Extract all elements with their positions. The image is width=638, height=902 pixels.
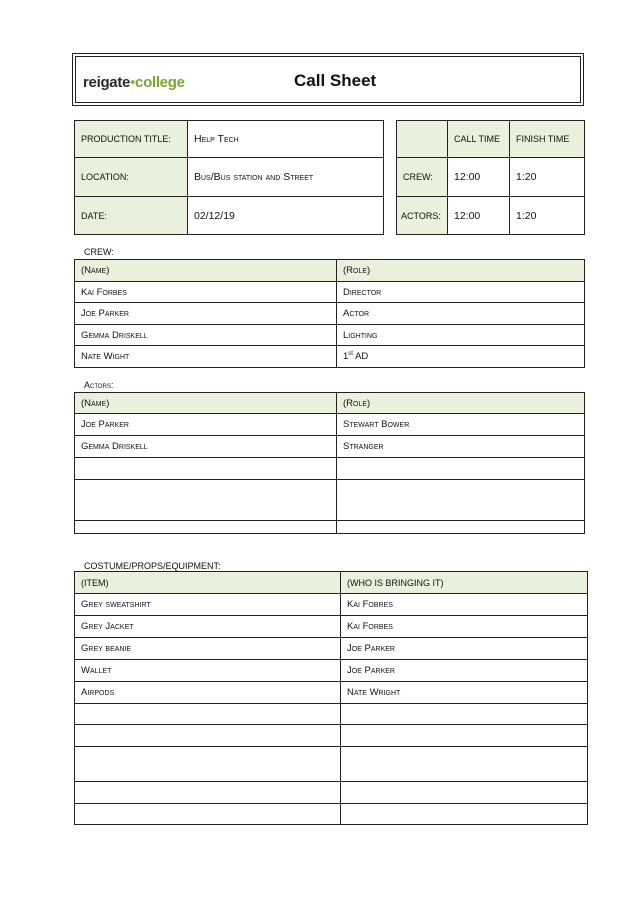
- role-ordinal-rest: AD: [352, 351, 369, 363]
- empty-cell: [75, 480, 337, 521]
- crew-role-cell: Lighting: [337, 325, 585, 346]
- production-title-label: PRODUCTION TITLE:: [75, 121, 188, 158]
- date-value: 02/12/19: [188, 197, 384, 235]
- crew-role-cell: Director: [337, 282, 585, 303]
- empty-cell: [341, 725, 588, 747]
- table-row: [75, 725, 588, 747]
- props-section-label: COSTUME/PROPS/EQUIPMENT:: [84, 561, 221, 571]
- props-item-cell: Wallet: [75, 660, 341, 682]
- props-item-cell: Grey sweatshirt: [75, 594, 341, 616]
- props-who-cell: Kai Fobres: [341, 594, 588, 616]
- finish-time-header: FINISH TIME: [510, 121, 585, 158]
- props-who-cell: Kai Forbes: [341, 616, 588, 638]
- empty-cell: [337, 458, 585, 480]
- table-row: [75, 414, 585, 436]
- date-label: DATE:: [75, 197, 188, 235]
- props-who-cell: Joe Parker: [341, 660, 588, 682]
- empty-cell: [341, 782, 588, 804]
- table-row: [75, 660, 588, 682]
- crew-section-label: CREW:: [84, 247, 114, 257]
- actor-name-cell: Joe Parker: [75, 414, 337, 436]
- crew-name-cell: Joe Parker: [75, 303, 337, 325]
- call-time-header: CALL TIME: [448, 121, 510, 158]
- crew-role-cell: [337, 346, 585, 368]
- empty-cell: [75, 521, 337, 534]
- actors-name-header: (Name): [75, 393, 337, 414]
- table-row: [75, 704, 588, 725]
- props-item-header: (ITEM): [75, 572, 341, 594]
- college-logo: [83, 74, 185, 91]
- empty-cell: [75, 458, 337, 480]
- table-row: [75, 436, 585, 458]
- header-box: [72, 53, 584, 106]
- empty-cell: [341, 704, 588, 725]
- empty-cell: [341, 747, 588, 782]
- production-info-table: [74, 120, 384, 235]
- actors-section-label: Actors:: [84, 380, 114, 390]
- role-ordinal-suffix: st: [348, 350, 353, 357]
- crew-role-header: (Role): [337, 260, 585, 282]
- production-title-value: Help Tech: [188, 121, 384, 158]
- actors-times-label: ACTORS:: [397, 197, 448, 235]
- table-row: [75, 521, 585, 534]
- actors-table: [74, 392, 585, 534]
- table-row: [75, 594, 588, 616]
- table-row: [75, 282, 585, 303]
- empty-cell: [75, 725, 341, 747]
- location-label: LOCATION:: [75, 158, 188, 197]
- table-row: [75, 303, 585, 325]
- times-corner-cell: [397, 121, 448, 158]
- empty-cell: [337, 521, 585, 534]
- header-inner-border: [75, 56, 581, 103]
- table-row: [75, 804, 588, 825]
- actor-role-cell: Stranger: [337, 436, 585, 458]
- empty-cell: [337, 480, 585, 521]
- actors-call-time: 12:00: [448, 197, 510, 235]
- actor-role-cell: Stewart Bower: [337, 414, 585, 436]
- crew-name-cell: Kai Forbes: [75, 282, 337, 303]
- props-item-cell: Grey beanie: [75, 638, 341, 660]
- actors-finish-time: 1:20: [510, 197, 585, 235]
- page-title: Call Sheet: [294, 71, 377, 90]
- table-row: [75, 638, 588, 660]
- times-table: [396, 120, 585, 235]
- location-value: Bus/Bus station and Street: [188, 158, 384, 197]
- crew-finish-time: 1:20: [510, 158, 585, 197]
- props-table: [74, 571, 588, 825]
- table-row: [75, 346, 585, 368]
- crew-name-cell: Nate Wight: [75, 346, 337, 368]
- role-ordinal-number: 1: [343, 351, 349, 363]
- table-row: [75, 616, 588, 638]
- table-row: [75, 458, 585, 480]
- props-item-cell: Airpods: [75, 682, 341, 704]
- logo-text-reigate: reigate: [83, 74, 131, 91]
- crew-table: [74, 259, 585, 368]
- props-who-cell: Nate Wright: [341, 682, 588, 704]
- crew-times-label: CREW:: [397, 158, 448, 197]
- crew-role-cell: Actor: [337, 303, 585, 325]
- empty-cell: [341, 804, 588, 825]
- actor-name-cell: Gemma Driskell: [75, 436, 337, 458]
- table-row: [75, 747, 588, 782]
- crew-name-header: (Name): [75, 260, 337, 282]
- empty-cell: [75, 782, 341, 804]
- empty-cell: [75, 704, 341, 725]
- table-row: [75, 682, 588, 704]
- empty-cell: [75, 804, 341, 825]
- crew-name-cell: Gemma Driskell: [75, 325, 337, 346]
- actors-role-header: (Role): [337, 393, 585, 414]
- props-who-cell: Joe Parker: [341, 638, 588, 660]
- table-row: [75, 325, 585, 346]
- props-who-header: (WHO IS BRINGING IT): [341, 572, 588, 594]
- table-row: [75, 480, 585, 521]
- logo-dot: •: [130, 74, 136, 91]
- table-row: [75, 782, 588, 804]
- empty-cell: [75, 747, 341, 782]
- props-item-cell: Grey Jacket: [75, 616, 341, 638]
- crew-call-time: 12:00: [448, 158, 510, 197]
- logo-text-college: college: [135, 74, 185, 91]
